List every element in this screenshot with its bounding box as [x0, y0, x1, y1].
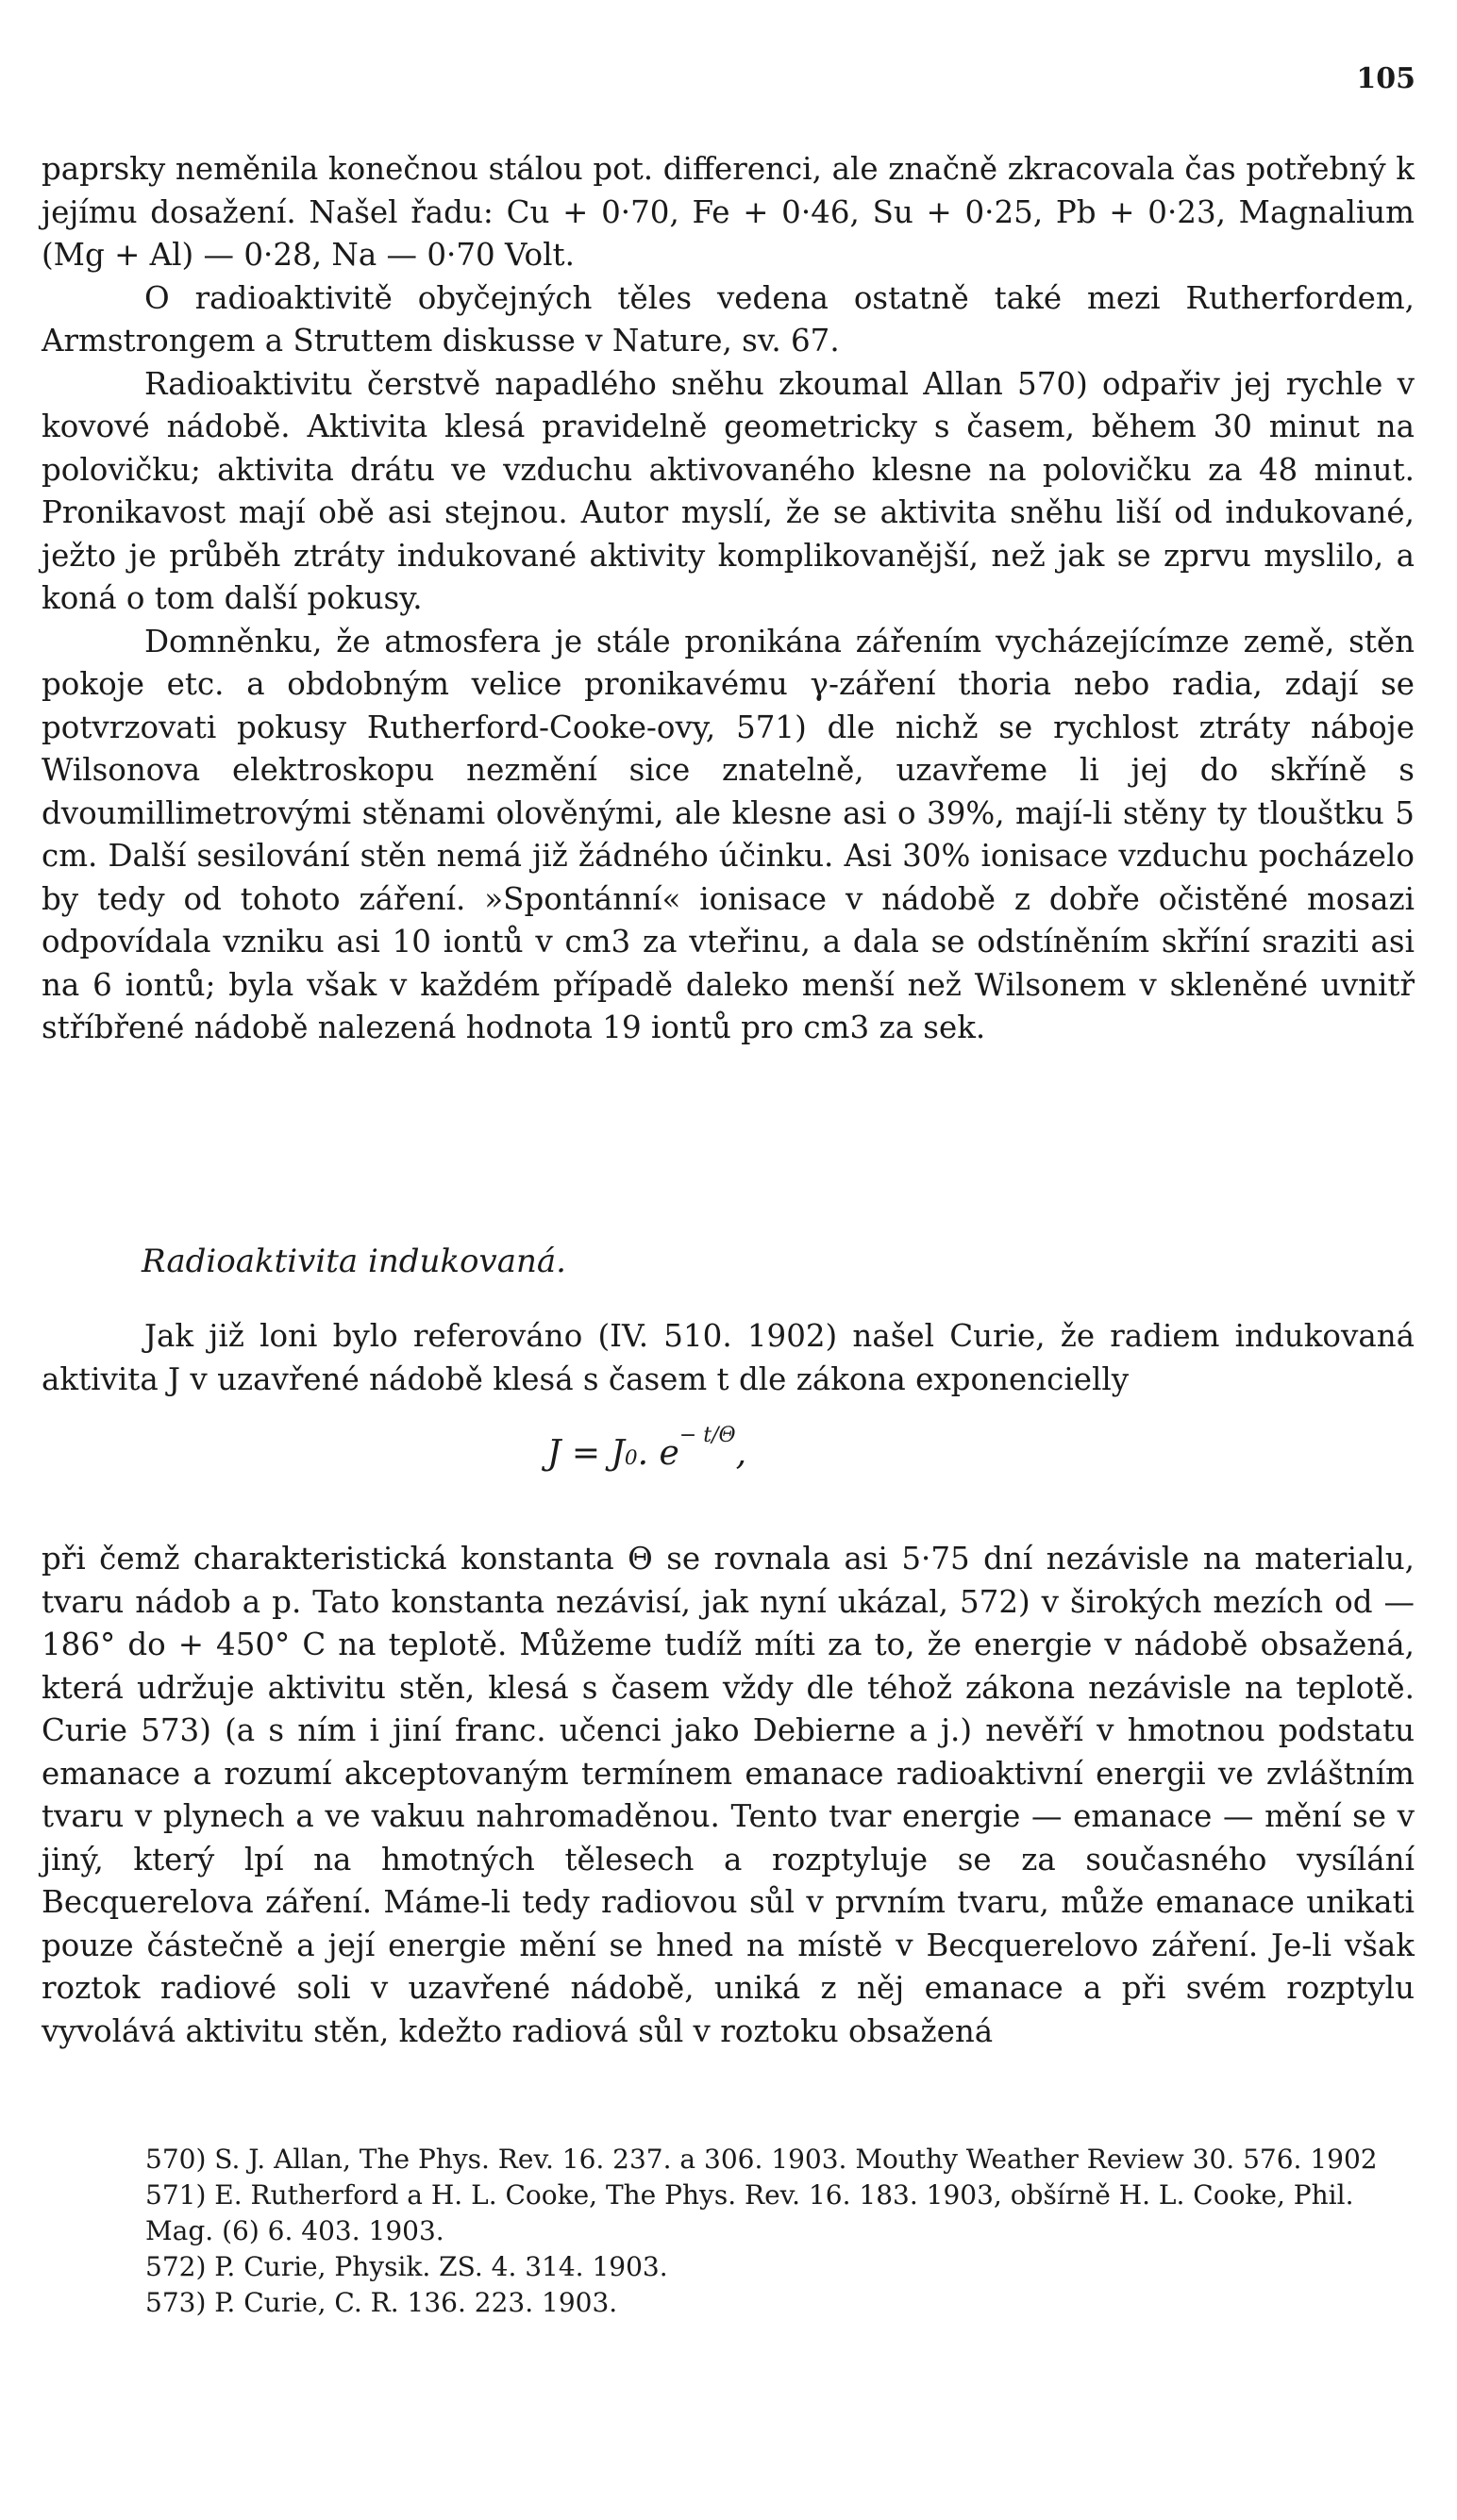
paragraph-4: Domněnku, že atmosfera je stále pronikána zářením vycházejícímze země, stěn pokoje etc. a obdobným velice pronikavému γ-záření thoria nebo radia, zdají se potvrzovati pokusy Rutherford-Cooke-ovy, 571) dle nichž se rychlost ztráty náboje Wilsonova elektroskopu nezmění sice znatelně, uzavřeme li jej do skříně s dvoumillimetrovými stěnami olověnými, ale klesne asi o 39%, mají-li stěny ty tlouštku 5 cm. Další sesilování stěn nemá již žádného účinku. Asi 30% ionisace vzduchu pocházelo by tedy od tohoto záření. »Spontánní« ionisace v nádobě z dobře očistěné mosazi odpovídala vzniku asi 10 iontů v cm3 za vteřinu, a dala se odstíněním skříní sraziti asi na 6 iontů; byla však v každém případě daleko menší než Wilsonem v skleněné uvnitř stříbřené nádobě nalezená hodnota 19 iontů pro cm3 za sek.: [42, 623, 1415, 1045]
section-heading: Radioaktivita indukovaná.: [142, 1243, 566, 1280]
formula-lhs: J = J: [547, 1434, 625, 1473]
formula-tail: ,: [735, 1434, 747, 1473]
formula-exponent: − t/Θ: [678, 1424, 736, 1447]
footnote-572: 572) P. Curie, Physik. ZS. 4. 314. 1903.: [145, 2251, 668, 2282]
main-text-bottom: [42, 1538, 1415, 2053]
paragraph-2: O radioaktivitě obyčejných těles vedena ostatně také mezi Rutherfordem, Armstrongem a Struttem diskusse v Nature, sv. 67.: [42, 279, 1415, 359]
footnote-573: 573) P. Curie, C. R. 136. 223. 1903.: [145, 2287, 618, 2318]
paragraph-5: Jak již loni bylo referováno (IV. 510. 1902) našel Curie, že radiem indukovaná aktivita J v uzavřené nádobě klesá s časem t dle zákona exponencielly: [42, 1318, 1415, 1397]
page-number: 105: [1356, 62, 1415, 95]
paragraph-3: Radioaktivitu čerstvě napadlého sněhu zkoumal Allan 570) odpařiv jej rychle v kovové nádobě. Aktivita klesá pravidelně geometricky s časem, během 30 minut na polovičku; aktivita drátu ve vzduchu aktivovaného klesne na polovičku za 48 minut. Pronikavost mají obě asi stejnou. Autor myslí, že se aktivita sněhu liší od indukované, ježto je průběh ztráty indukované aktivity komplikovanější, než jak se zprvu myslilo, a koná o tom další pokusy.: [42, 365, 1415, 616]
paragraph-1: paprsky neměnila konečnou stálou pot. differenci, ale značně zkracovala čas potřebný k jejímu dosažení. Našel řadu: Cu + 0·70, Fe + 0·46, Su + 0·25, Pb + 0·23, Magnalium (Mg + Al) — 0·28, Na — 0·70 Volt.: [42, 151, 1415, 273]
formula-mid: . e: [637, 1434, 679, 1473]
footnote-571: 571) E. Rutherford a H. L. Cooke, The Phys. Rev. 16. 183. 1903, obšírně H. L. Cooke, Phil. Mag. (6) 6. 403. 1903.: [145, 2179, 1354, 2246]
paragraph-6: při čemž charakteristická konstanta Θ se rovnala asi 5·75 dní nezávisle na materialu, tvaru nádob a p. Tato konstanta nezávisí, jak nyní ukázal, 572) v širokých mezích od — 186° do + 450° C na teplotě. Můžeme tudíž míti za to, že energie v nádobě obsažená, která udržuje aktivitu stěn, klesá s časem vždy dle téhož zákona nezávisle na teplotě. Curie 573) (a s ním i jiní franc. učenci jako Debierne a j.) nevěří v hmotnou podstatu emanace a rozumí akceptovaným termínem emanace radioaktivní energii ve zvláštním tvaru v plynech a ve vakuu nahromaděnou. Tento tvar energie — emanace — mění se v jiný, který lpí na hmotných tělesech a rozptyluje se za současného vysílání Becquerelova záření. Máme-li tedy radiovou sůl v prvním tvaru, může emanace unikati pouze částečně a její energie mění se hned na místě v Becquerelovo záření. Je-li však roztok radiové soli v uzavřené nádobě, uniká z něj emanace a při svém rozptylu vyvolává aktivitu stěn, kdežto radiová sůl v roztoku obsažená: [42, 1541, 1415, 2049]
main-text-middle: [42, 1315, 1415, 1401]
main-text-top: [42, 148, 1415, 1050]
decay-formula: J = J 0 . e − t/Θ ,: [547, 1424, 747, 1473]
footnote-570: 570) S. J. Allan, The Phys. Rev. 16. 237. a 306. 1903. Mouthy Weather Review 30. 576. 1902: [145, 2144, 1378, 2175]
footnotes: [42, 2142, 1415, 2321]
